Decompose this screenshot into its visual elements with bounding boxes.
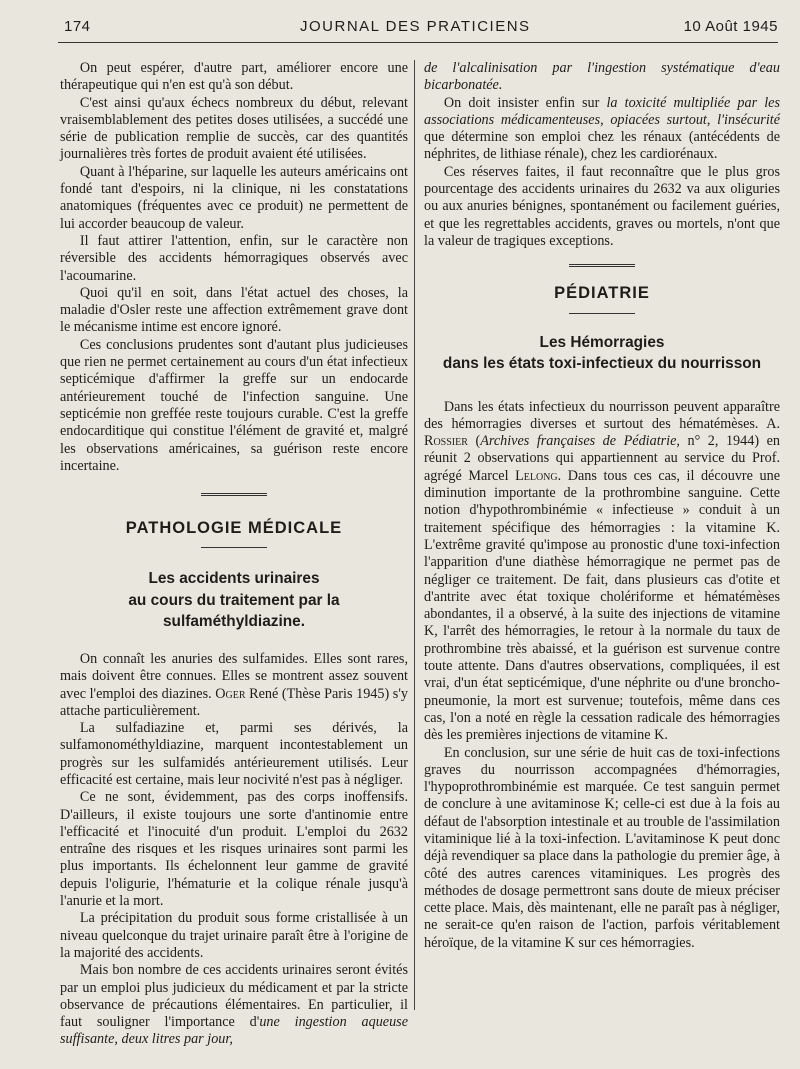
article-title-line: au cours du traitement par la	[128, 591, 340, 609]
article-title-line: Les accidents urinaires	[148, 570, 320, 588]
article-title-line: sulfaméthyldiazine.	[163, 613, 305, 631]
text-run: On doit insister enfin sur	[443, 94, 607, 111]
paragraph: C'est ainsi qu'aux échecs nombreux du début, relevant vraisemblablement des petites doses utilisées, a succédé une série de publication remplie de succès, car des quantités journalières très fortes de produit avaient été utilisées.	[60, 94, 408, 163]
text-run: Dans les états infectieux du nourrisson peuvent apparaître des hémorragies diverses et surtout des hématémèses. A.	[424, 398, 780, 432]
text-run: (	[467, 433, 481, 450]
paragraph: Il faut attirer l'attention, enfin, sur le caractère non réversible des accidents hémorragiques observés avec l'acoumarine.	[60, 232, 408, 284]
column-divider	[414, 60, 415, 1010]
paragraph: En conclusion, sur une série de huit cas de toxi-infections graves du nourrisson accompagnées d'hémorragies, l'hypoprothrombinémie est marquée. Ce test sanguin permet de conclure à une avitaminose K; celle-ci est due à la fois au défaut de l'absorption intestinale et au trouble de l'assimilation vitaminique lié à la toxi-infection. L'avitaminose K peut donc déjà revendiquer sa place dans la pathologie du premier âge, à côté des autres carences vitaminiques. Les progrès des méthodes de dosage permettront sans doute de mieux préciser cette place. Mais, dès maintenant, elle ne paraît pas à négliger, ne serait-ce qu'en raison de l'action, parfois véritablement héroïque, de la vitamine K sur ces hémorragies.	[424, 744, 780, 951]
page-header	[64, 14, 778, 40]
paragraph: On peut espérer, d'autre part, améliorer encore une thérapeutique qui n'en est qu'à son début.	[60, 60, 408, 94]
journal-title: JOURNAL DES PRATICIENS	[300, 18, 531, 35]
header-rule	[58, 42, 778, 43]
paragraph: Ces conclusions prudentes sont d'autant plus judicieuses que rien ne permet certainement au cours d'un état infectieux septicémique d'affirmer la greffe sur un endocarde antérieurement touché de l'infection sanguine. Une septicémie non greffée reste toujours curable. C'est la greffe endocarditique qui constitue l'élément de gravité et, malgré les observations américaines, sa guérison reste encore incertaine.	[60, 336, 408, 474]
paragraph	[60, 962, 408, 1048]
text-run: René (Thèse Paris 1945) s'y attache particulièrement.	[60, 685, 408, 719]
author-name: Rossier	[424, 433, 468, 450]
text-run: que détermine son emploi chez les rénaux (antécédents de néphrites, de lithiase rénale), chez les cardiorénaux.	[424, 129, 780, 163]
article-title-line: Les Hémorragies	[539, 333, 665, 351]
paragraph	[424, 95, 780, 164]
paragraph: La précipitation du produit sous forme cristallisée à un niveau quelconque du trajet urinaire paraît être à l'origine de la majorité des accidents.	[60, 910, 408, 961]
author-name: Lelong	[515, 467, 558, 484]
section-title: PATHOLOGIE MÉDICALE	[125, 519, 343, 538]
paragraph: La sulfadiazine et, parmi ses dérivés, la sulfamonométhyldiazine, marquent incontestablement un progrès sur les sulfamidés antérieurement utilisés. Leur efficacité est certaine, mais leur nocivité n'est pas à négliger.	[60, 720, 408, 788]
emphasis: une ingestion aqueuse suffisante, deux litres par jour,	[60, 1014, 408, 1048]
paragraph: Quoi qu'il en soit, dans l'état actuel des choses, la maladie d'Osler reste une affection extrêmement grave dont le mécanisme intime est encore ignoré.	[60, 284, 408, 336]
title-rule	[569, 313, 635, 314]
text-run: , n° 2, 1944) en réunit 2 observations qui appartiennent au service du Prof. agrégé Marcel	[424, 433, 780, 484]
right-column	[424, 60, 780, 952]
paragraph	[60, 651, 408, 720]
page-number: 174	[64, 18, 91, 35]
paragraph: Ce ne sont, évidemment, pas des corps inoffensifs. D'ailleurs, il existe toujours une sorte d'antinomie entre l'efficacité et l'inocuité d'un produit. L'emploi du 2632 entraîne des risques et les risques urinaires sont parmi les plus importants. Ils échelonnent leur gamme de gravité depuis l'oligurie, l'hématurie et la colique rénale jusqu'à l'anurie et la mort.	[60, 789, 408, 910]
paragraph: Ces réserves faites, il faut reconnaître que le plus gros pourcentage des accidents urinaires du 2632 va aux oliguries ou aux anuries bénignes, spontanément ou facilement guéries, et que les regrettables accidents, graves ou mortels, n'ont que la valeur de tragiques exceptions.	[424, 163, 780, 249]
section-title: PÉDIATRIE	[554, 284, 650, 303]
author-name: Oger	[215, 685, 246, 702]
paragraph	[424, 399, 780, 745]
text-run: Mais bon nombre de ces accidents urinaires seront évités par un emploi plus judicieux du médicament et par la stricte observance de précautions élémentaires. En particulier, il faut souligner l'importance d'	[60, 962, 408, 1031]
title-rule	[201, 547, 267, 548]
paragraph: de l'alcalinisation par l'ingestion systématique d'eau bicarbonatée.	[424, 60, 780, 94]
article-title-line: dans les états toxi-infectieux du nourrisson	[442, 355, 762, 373]
text-run: . Dans tous ces cas, il découvre une diminution importante de la prothrombine sanguine. Cette notion d'hypothrombinémie « infectieuse » conduit à un traitement spécifique des hémorragies : la vitamine K. L'extrême gravité qu'impose au pronostic d'une toxi-infection l'apparition d'une diathèse hémorragique ne permet pas de négliger ce traitement. De fait, dans plusieurs cas d'otite et d'antrite avec état toxique cholériforme et hématémèses abondantes, il a observé, à la suite des injections de vitamine K, l'arrêt des hémorragies, le retour à la normale du taux de prothrombine très abaissé, et la guérison est survenue contre toute attente. Dans d'autres observations, compliquées, il est vrai, d'un état septicémique, d'une néphrite ou d'une broncho-pneumonie, la mort est survenue; toutefois, même dans ces cas, l'on a noté en règle la cessation radicale des hémorragies dès les premières injections de vitamine K.	[424, 467, 780, 744]
text-run: On connaît les anuries des sulfamides. Elles sont rares, mais doivent être connues. Elles se montrent assez souvent avec l'emploi des diazines.	[60, 650, 408, 702]
section-separator	[201, 493, 267, 496]
issue-date: 10 Août 1945	[683, 18, 778, 35]
article-title	[424, 332, 780, 375]
left-column	[60, 60, 408, 1049]
section-separator	[569, 264, 635, 267]
emphasis: la toxicité multipliée par les associations médicamenteuses, opiacées surtout, l'insécurité	[424, 94, 780, 128]
article-title	[60, 568, 408, 633]
paragraph: Quant à l'héparine, sur laquelle les auteurs américains ont fondé tant d'espoirs, ni la clinique, ni les constatations anatomiques (fréquentes avec ce produit) ne permettent de lui accorder beaucoup de valeur.	[60, 163, 408, 232]
journal-citation: Archives françaises de Pédiatrie	[480, 433, 677, 450]
